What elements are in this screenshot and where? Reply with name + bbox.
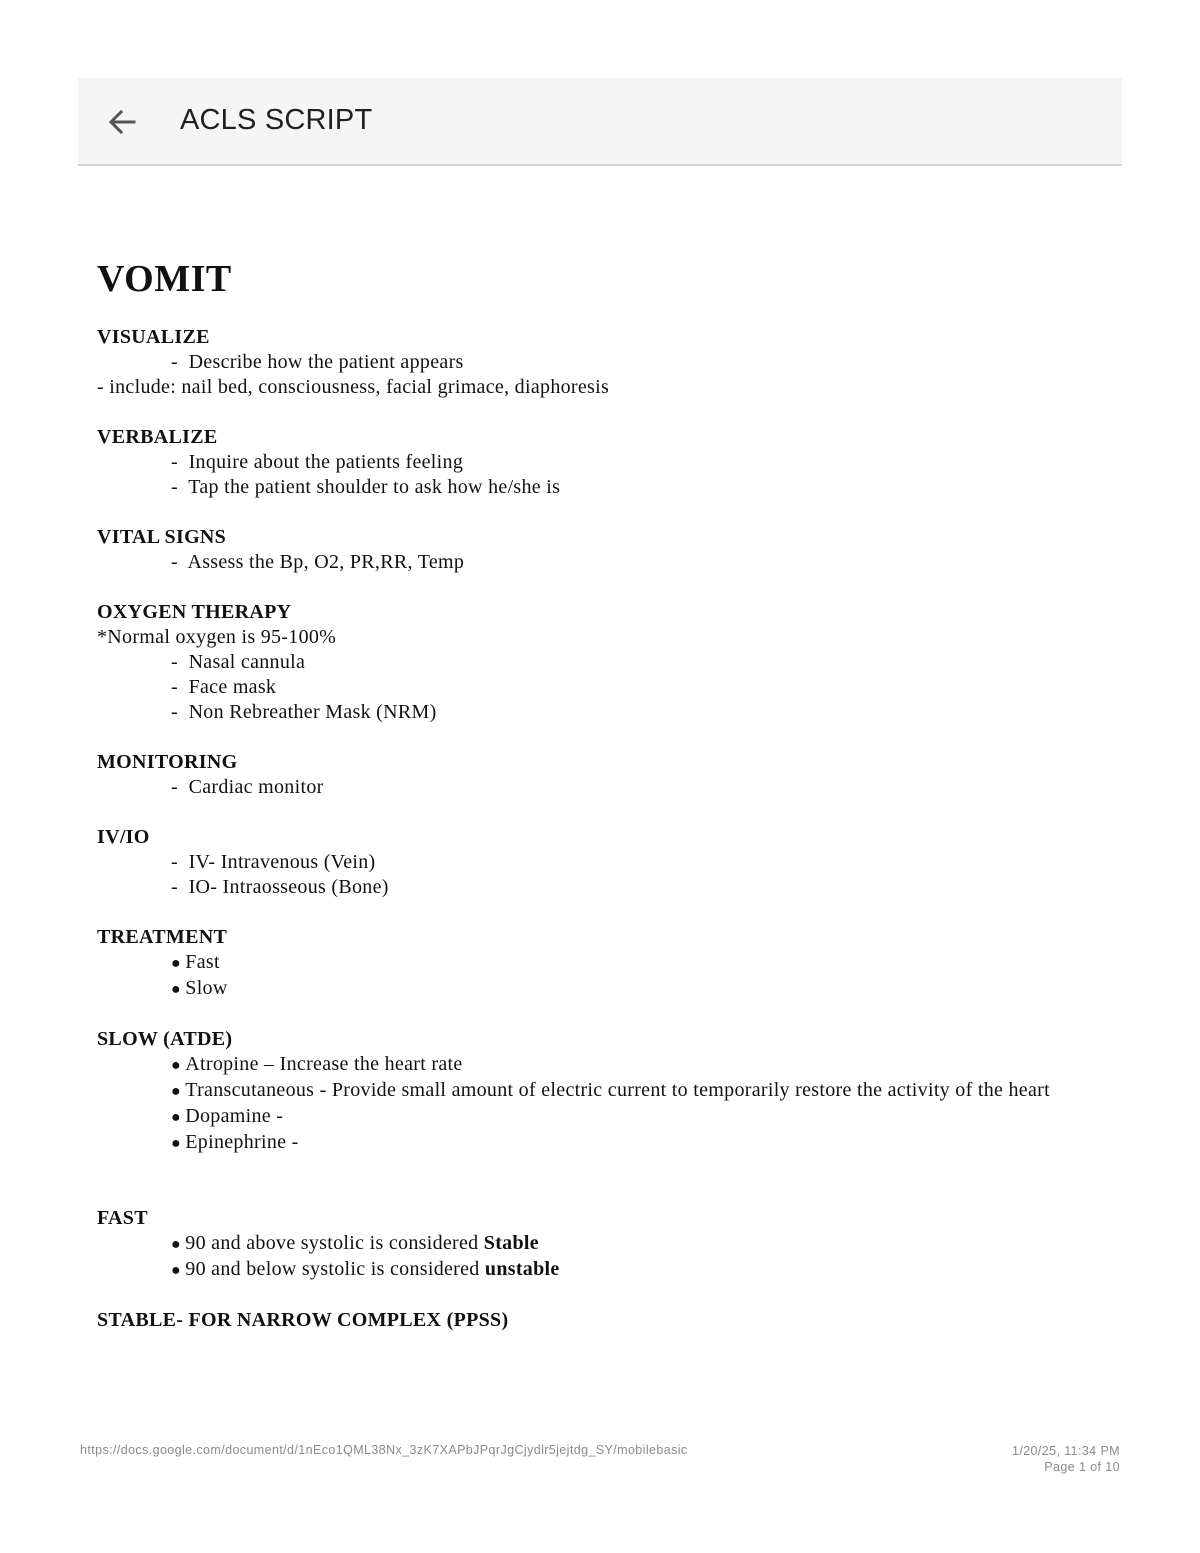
doc-header-bar [78, 78, 1122, 166]
footer-meta [1012, 1443, 1120, 1475]
document-title: ACLS SCRIPT [180, 104, 373, 136]
section-monitoring [97, 750, 1127, 800]
item-text: 90 and above systolic is considered [185, 1232, 484, 1254]
list-item [97, 1257, 1127, 1283]
section-heading: TREATMENT [97, 926, 228, 948]
item-emphasis: unstable [484, 1258, 560, 1280]
section-heading: SLOW (ATDE) [97, 1028, 233, 1050]
item-emphasis: Stable [483, 1232, 539, 1254]
list-item: - IV- Intravenous (Vein) [97, 850, 1127, 875]
back-button[interactable] [104, 106, 140, 138]
section-heading: VITAL SIGNS [97, 526, 227, 548]
arrow-left-icon [104, 106, 140, 138]
list-item: - Inquire about the patients feeling [97, 450, 1127, 475]
section-visualize [97, 325, 1127, 400]
list-item: - IO- Intraosseous (Bone) [97, 875, 1127, 900]
section-fast [97, 1206, 1127, 1283]
footer-url: https://docs.google.com/document/d/1nEco1QML38Nx_3zK7XAPbJPqrJgCjydlr5jejtdg_SY/mobilebasic [80, 1443, 688, 1457]
list-item [97, 1231, 1127, 1257]
list-item: ● Dopamine - [97, 1104, 1127, 1130]
section-vital-signs [97, 525, 1127, 575]
list-item: - Assess the Bp, O2, PR,RR, Temp [97, 550, 1127, 575]
section-heading: OXYGEN THERAPY [97, 601, 292, 623]
document-body [97, 255, 1127, 1358]
section-heading: VERBALIZE [97, 426, 218, 448]
list-item: - Face mask [97, 675, 1127, 700]
footer-datetime: 1/20/25, 11:34 PM [1011, 1444, 1120, 1458]
section-heading: STABLE- FOR NARROW COMPLEX (PPSS) [97, 1309, 509, 1331]
section-oxygen-therapy [97, 600, 1127, 725]
list-item: - Nasal cannula [97, 650, 1127, 675]
list-item: - Tap the patient shoulder to ask how he/she is [97, 475, 1127, 500]
section-heading: VISUALIZE [97, 326, 210, 348]
list-item: - Cardiac monitor [97, 775, 1127, 800]
section-slow [97, 1027, 1127, 1156]
section-heading: IV/IO [97, 826, 150, 848]
section-iv-io [97, 825, 1127, 900]
section-treatment [97, 925, 1127, 1002]
section-note: - include: nail bed, consciousness, facial grimace, diaphoresis [97, 376, 610, 398]
main-heading: VOMIT [97, 258, 232, 300]
list-item: ● Slow [97, 976, 1127, 1002]
list-item: ● Epinephrine - [97, 1130, 1127, 1156]
section-heading: MONITORING [97, 751, 238, 773]
section-verbalize [97, 425, 1127, 500]
list-item: ● Fast [97, 950, 1127, 976]
list-item: ● Transcutaneous - Provide small amount of electric current to temporarily restore the activity of the heart [97, 1078, 1171, 1104]
list-item: - Describe how the patient appears [97, 350, 1127, 375]
section-heading: FAST [97, 1207, 148, 1229]
list-item: - Non Rebreather Mask (NRM) [97, 700, 1127, 725]
section-stable [97, 1308, 1127, 1333]
item-text: 90 and below systolic is considered [185, 1258, 485, 1280]
section-note: *Normal oxygen is 95-100% [97, 626, 337, 648]
footer-page-number: Page 1 of 10 [1044, 1460, 1120, 1474]
list-item: ● Atropine – Increase the heart rate [97, 1052, 1127, 1078]
